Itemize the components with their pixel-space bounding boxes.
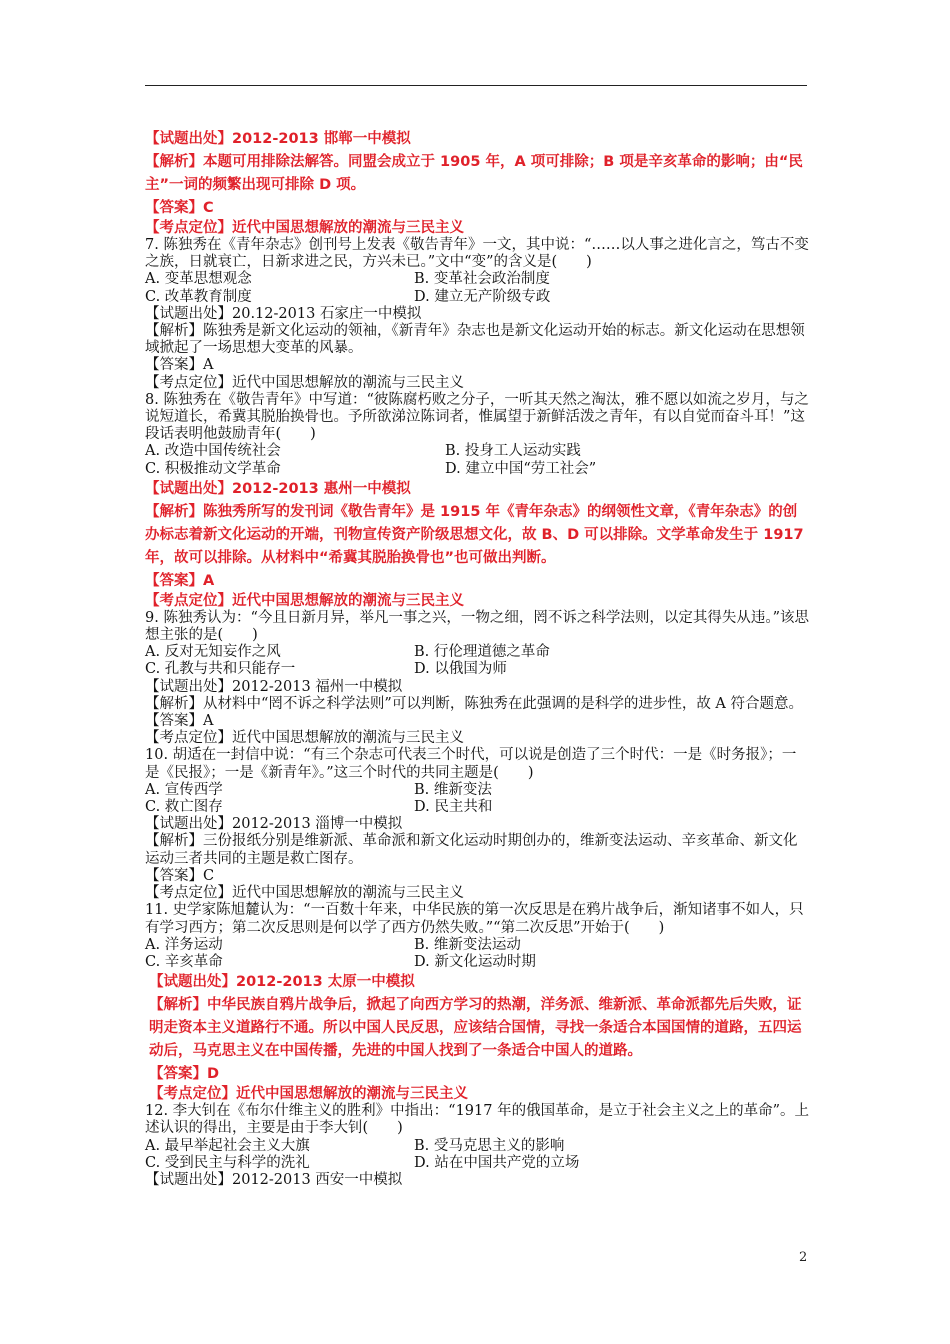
option-c: C. 辛亥革命 [145, 953, 223, 970]
analysis-paragraph: 【解析】中华民族自鸦片战争后，掀起了向西方学习的热潮，洋务派、维新派、革命派都先后失败，证明走资本主义道路行不通。所以中国人民反思，应该结合国情，寻找一条适合本国国情的道路，五四运动后，马克思主义在中国传播，先进的中国人找到了一条适合中国人的道路。 [149, 997, 802, 1060]
options-row [145, 799, 815, 816]
source-line: 【试题出处】2012-2013 淄博一中模拟 [145, 816, 403, 833]
question-9: 9. 陈独秀认为：“今且日新月异，举凡一事之兴，一物之细，罔不诉之科学法则，以定其得失从违。”该思想主张的是( ) [145, 609, 810, 644]
topic-line: 【考点定位】近代中国思想解放的潮流与三民主义 [145, 885, 464, 902]
analysis-paragraph: 【解析】本题可用排除法解答。同盟会成立于 1905 年，A 项可排除；B 项是辛亥革命的影响；由“民主”一词的频繁出现可排除 D 项。 [145, 154, 803, 193]
question-10: 10. 胡适在一封信中说：“有三个杂志可代表三个时代，可以说是创造了三个时代：一是《时务报》；一是《民报》；一是《新青年》。”这三个时代的共同主题是( ) [145, 747, 797, 781]
topic-line: 【考点定位】近代中国思想解放的潮流与三民主义 [145, 374, 464, 391]
options-row [145, 271, 815, 288]
header-rule [145, 85, 807, 86]
analysis-paragraph: 【解析】陈独秀是新文化运动的领袖，《新青年》杂志也是新文化运动开始的标志。新文化运动在思想领域掀起了一场思想大变革的风暴。 [145, 323, 805, 357]
option-a: A. 最早举起社会主义大旗 [145, 1137, 310, 1154]
option-d: D. 建立中国“劳工社会” [445, 460, 597, 477]
topic-line: 【考点定位】近代中国思想解放的潮流与三民主义 [145, 730, 464, 747]
question-7: 7. 陈独秀在《青年杂志》创刊号上发表《敬告青年》一文，其中说：“……以人事之进化言之，笃古不变之族，日就衰亡，日新求进之民，方兴未已。”文中“变”的含义是( ) [145, 237, 809, 271]
analysis-paragraph: 【解析】陈独秀所写的发刊词《敬告青年》是 1915 年《青年杂志》的纲领性文章，《青年杂志》的创办标志着新文化运动的开端，刊物宣传资产阶级思想文化，故 B、D 可以排除。文学革命发生于 1917 年，故可以排除。从材料中“希冀其脱胎换骨也”也可做出判断。 [145, 503, 804, 566]
question-8: 8. 陈独秀在《敬告青年》中写道：“彼陈腐朽败之分子，一听其天然之淘汰，雅不愿以如流之岁月，与之说短道长，希冀其脱胎换骨也。予所欲涕泣陈词者，惟属望于新鲜活泼之青年，有以自觉而奋斗耳！”这段话表明他鼓励青年( ) [145, 391, 809, 443]
options-row [145, 461, 815, 478]
options-row [145, 954, 815, 971]
option-c: C. 孔教与共和只能存一 [145, 661, 296, 678]
option-d: D. 新文化运动时期 [414, 953, 536, 970]
option-a: A. 反对无知妄作之风 [145, 644, 281, 661]
source-line: 【试题出处】2012-2013 福州一中模拟 [145, 678, 403, 695]
analysis-paragraph: 【解析】从材料中“罔不诉之科学法则”可以判断，陈独秀在此强调的是科学的进步性，故 A 符合题意。 [145, 695, 804, 712]
answer-line: 【答案】D [149, 1066, 220, 1083]
option-d: D. 建立无产阶级专政 [414, 288, 551, 305]
source-line: 【试题出处】2012-2013 西安一中模拟 [145, 1171, 403, 1188]
option-b: B. 维新变法 [414, 781, 492, 798]
question-11: 11. 史学家陈旭麓认为：“一百数十年来，中华民族的第一次反思是在鸦片战争后，渐知诸事不如人，只有学习西方；第二次反思则是何以学了西方仍然失败。”“第二次反思”开始于( ) [145, 902, 804, 936]
document-body [145, 128, 815, 1189]
option-c: C. 改革教育制度 [145, 288, 252, 305]
answer-line: 【答案】A [145, 357, 214, 374]
source-line: 【试题出处】2012-2013 惠州一中模拟 [145, 480, 411, 497]
option-c: C. 受到民主与科学的洗礼 [145, 1154, 310, 1171]
option-b: B. 投身工人运动实践 [445, 443, 581, 460]
option-a: A. 改造中国传统社会 [145, 443, 281, 460]
options-row [145, 661, 815, 678]
option-a: A. 变革思想观念 [145, 271, 252, 288]
analysis-paragraph: 【解析】三份报纸分别是维新派、革命派和新文化运动时期创办的，维新变法运动、辛亥革命、新文化运动三者共同的主题是救亡图存。 [145, 833, 798, 867]
options-row [145, 289, 815, 306]
options-row [145, 443, 815, 460]
source-line: 【试题出处】2012-2013 太原一中模拟 [149, 974, 415, 991]
topic-line: 【考点定位】近代中国思想解放的潮流与三民主义 [145, 220, 464, 236]
option-d: D. 以俄国为师 [414, 661, 507, 678]
options-row [145, 937, 815, 954]
option-c: C. 积极推动文学革命 [145, 460, 281, 477]
question-12: 12. 李大钊在《布尔什维主义的胜利》中指出：“1917 年的俄国革命，是立于社会主义之上的革命”。上述认识的得出，主要是由于李大钊( ) [145, 1103, 810, 1137]
answer-line: 【答案】A [145, 713, 214, 730]
option-b: B. 受马克思主义的影响 [414, 1137, 565, 1154]
topic-line: 【考点定位】近代中国思想解放的潮流与三民主义 [145, 592, 464, 609]
topic-line: 【考点定位】近代中国思想解放的潮流与三民主义 [149, 1086, 468, 1103]
page-number: 2 [799, 1250, 808, 1265]
option-d: D. 民主共和 [414, 799, 493, 816]
option-a: A. 洋务运动 [145, 936, 223, 953]
answer-line: 【答案】C [145, 867, 215, 884]
answer-line: 【答案】C [145, 200, 214, 216]
option-d: D. 站在中国共产党的立场 [414, 1154, 580, 1171]
source-line: 【试题出处】20.12-2013 石家庄一中模拟 [145, 305, 422, 322]
options-row [145, 782, 815, 799]
options-row [145, 1155, 815, 1172]
option-b: B. 行伦理道德之革命 [414, 644, 550, 661]
source-line: 【试题出处】2012-2013 邯郸一中模拟 [145, 131, 411, 147]
options-row [145, 644, 815, 661]
option-b: B. 维新变法运动 [414, 936, 521, 953]
option-b: B. 变革社会政治制度 [414, 271, 550, 288]
answer-line: 【答案】A [145, 572, 215, 589]
option-a: A. 宣传西学 [145, 781, 223, 798]
option-c: C. 救亡图存 [145, 799, 223, 816]
options-row [145, 1138, 815, 1155]
